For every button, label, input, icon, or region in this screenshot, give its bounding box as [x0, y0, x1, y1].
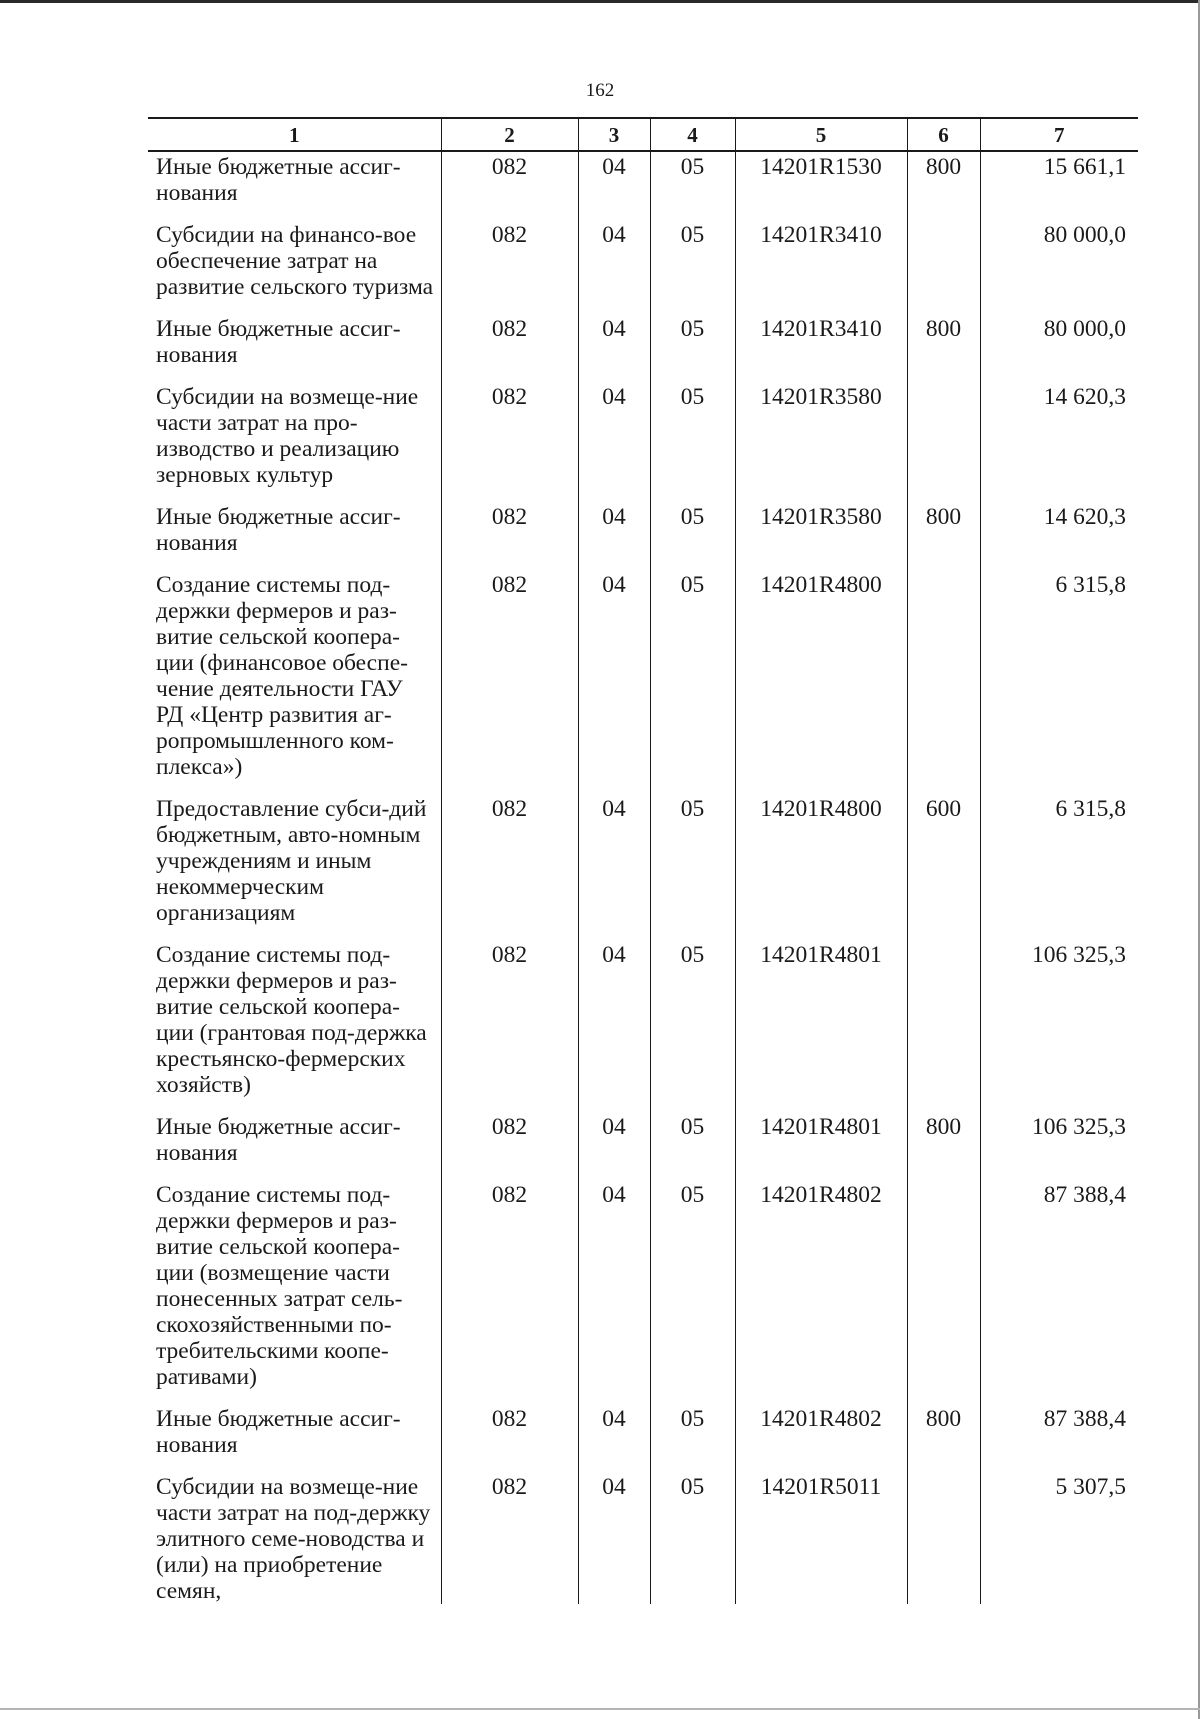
header-col-1: 1 [148, 118, 441, 151]
cell-amount: 14 620,3 [980, 382, 1138, 502]
cell-section: 04 [578, 1112, 650, 1180]
cell-section: 04 [578, 940, 650, 1112]
table-row [148, 1404, 1138, 1472]
cell-target-article: 14201R4801 [735, 1112, 907, 1180]
cell-section: 04 [578, 151, 650, 220]
cell-section: 04 [578, 794, 650, 940]
cell-amount: 106 325,3 [980, 1112, 1138, 1180]
cell-ministry: 082 [441, 151, 578, 220]
cell-subsection: 05 [650, 1112, 735, 1180]
cell-expense-type: 800 [907, 151, 980, 220]
cell-ministry: 082 [441, 940, 578, 1112]
cell-expense-type [907, 940, 980, 1112]
table-row [148, 940, 1138, 1112]
cell-section: 04 [578, 502, 650, 570]
table-row [148, 794, 1138, 940]
cell-ministry: 082 [441, 1112, 578, 1180]
cell-expense-type: 800 [907, 1404, 980, 1472]
cell-target-article: 14201R4801 [735, 940, 907, 1112]
cell-subsection: 05 [650, 151, 735, 220]
cell-name: Субсидии на возмеще-ние части затрат на под-держку элитного семе-новодства и (или) на приобретение семян, [156, 1474, 431, 1604]
header-col-7: 7 [980, 118, 1138, 151]
table-row [148, 1112, 1138, 1180]
cell-section: 04 [578, 382, 650, 502]
cell-ministry: 082 [441, 502, 578, 570]
cell-target-article: 14201R4802 [735, 1180, 907, 1404]
cell-target-article: 14201R3580 [735, 382, 907, 502]
cell-subsection: 05 [650, 1404, 735, 1472]
cell-target-article: 14201R3410 [735, 220, 907, 314]
cell-amount: 80 000,0 [980, 220, 1138, 314]
cell-name: Субсидии на возмеще-ние части затрат на про-изводство и реализацию зерновых культур [156, 384, 419, 488]
cell-ministry: 082 [441, 570, 578, 794]
cell-section: 04 [578, 1180, 650, 1404]
cell-name: Иные бюджетные ассиг-нования [156, 154, 401, 206]
cell-section: 04 [578, 1404, 650, 1472]
cell-subsection: 05 [650, 794, 735, 940]
cell-ministry: 082 [441, 1404, 578, 1472]
scan-edge-top [0, 0, 1200, 3]
cell-subsection: 05 [650, 1472, 735, 1604]
cell-expense-type [907, 570, 980, 794]
cell-target-article: 14201R4800 [735, 794, 907, 940]
table-row [148, 570, 1138, 794]
cell-ministry: 082 [441, 314, 578, 382]
cell-ministry: 082 [441, 794, 578, 940]
table-row [148, 151, 1138, 220]
cell-target-article: 14201R3410 [735, 314, 907, 382]
cell-ministry: 082 [441, 220, 578, 314]
cell-name: Субсидии на финансо-вое обеспечение затрат на развитие сельского туризма [156, 222, 434, 300]
table-header [148, 118, 1138, 151]
cell-expense-type [907, 1180, 980, 1404]
cell-subsection: 05 [650, 1180, 735, 1404]
cell-subsection: 05 [650, 940, 735, 1112]
cell-ministry: 082 [441, 382, 578, 502]
cell-amount: 87 388,4 [980, 1180, 1138, 1404]
header-col-6: 6 [907, 118, 980, 151]
table-row [148, 502, 1138, 570]
table-row [148, 1180, 1138, 1404]
cell-subsection: 05 [650, 382, 735, 502]
cell-name: Иные бюджетные ассиг-нования [156, 316, 401, 368]
budget-table [148, 117, 1138, 1604]
cell-ministry: 082 [441, 1472, 578, 1604]
cell-amount: 6 315,8 [980, 794, 1138, 940]
cell-amount: 15 661,1 [980, 151, 1138, 220]
cell-subsection: 05 [650, 570, 735, 794]
cell-amount: 106 325,3 [980, 940, 1138, 1112]
cell-target-article: 14201R1530 [735, 151, 907, 220]
cell-expense-type: 800 [907, 314, 980, 382]
cell-subsection: 05 [650, 220, 735, 314]
cell-section: 04 [578, 314, 650, 382]
header-col-5: 5 [735, 118, 907, 151]
cell-name: Создание системы под-держки фермеров и раз-витие сельской коопера-ции (финансовое обеспе-чение деятельности ГАУ РД «Центр развития аг-ропромышленного ком-плекса») [156, 572, 408, 780]
cell-name: Иные бюджетные ассиг-нования [156, 504, 401, 556]
cell-amount: 87 388,4 [980, 1404, 1138, 1472]
cell-target-article: 14201R3580 [735, 502, 907, 570]
cell-name: Иные бюджетные ассиг-нования [156, 1406, 401, 1458]
page-number: 162 [585, 80, 615, 101]
table-row [148, 220, 1138, 314]
cell-section: 04 [578, 1472, 650, 1604]
header-row [148, 118, 1138, 151]
cell-amount: 5 307,5 [980, 1472, 1138, 1604]
header-col-4: 4 [650, 118, 735, 151]
cell-expense-type: 800 [907, 502, 980, 570]
cell-name: Иные бюджетные ассиг-нования [156, 1114, 401, 1166]
table-row [148, 1472, 1138, 1604]
cell-amount: 14 620,3 [980, 502, 1138, 570]
cell-subsection: 05 [650, 502, 735, 570]
cell-expense-type: 600 [907, 794, 980, 940]
table-row [148, 382, 1138, 502]
table-body [148, 151, 1138, 1604]
cell-expense-type [907, 382, 980, 502]
cell-name: Создание системы под-держки фермеров и раз-витие сельской коопера-ции (грантовая под-держка крестьянско-фермерских хозяйств) [156, 942, 427, 1098]
cell-target-article: 14201R4802 [735, 1404, 907, 1472]
table-row [148, 314, 1138, 382]
cell-section: 04 [578, 220, 650, 314]
header-col-2: 2 [441, 118, 578, 151]
cell-name: Создание системы под-держки фермеров и раз-витие сельской коопера-ции (возмещение части понесенных затрат сель-скохозяйственными по-требительскими коопе-ративами) [156, 1182, 403, 1390]
header-col-3: 3 [578, 118, 650, 151]
cell-amount: 80 000,0 [980, 314, 1138, 382]
cell-expense-type: 800 [907, 1112, 980, 1180]
cell-target-article: 14201R5011 [735, 1472, 907, 1604]
cell-name: Предоставление субси-дий бюджетным, авто-номным учреждениям и иным некоммерческим организациям [156, 796, 427, 926]
cell-subsection: 05 [650, 314, 735, 382]
cell-expense-type [907, 1472, 980, 1604]
cell-section: 04 [578, 570, 650, 794]
cell-target-article: 14201R4800 [735, 570, 907, 794]
scan-edge-bottom [0, 1708, 1200, 1710]
cell-amount: 6 315,8 [980, 570, 1138, 794]
cell-ministry: 082 [441, 1180, 578, 1404]
cell-expense-type [907, 220, 980, 314]
